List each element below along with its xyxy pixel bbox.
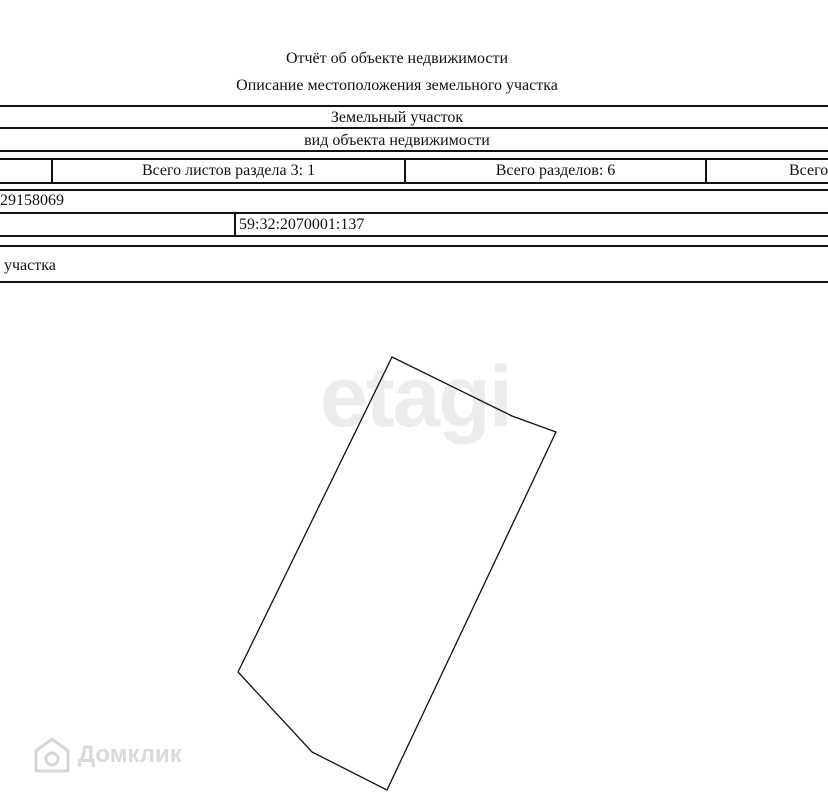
total-sheets-partial: Всего — [789, 162, 828, 179]
total-sections: Всего разделов: 6 — [495, 162, 616, 179]
domclick-text: Домклик — [78, 741, 182, 768]
land-plot-boundary — [238, 357, 556, 790]
object-type-caption: вид объекта недвижимости — [304, 132, 490, 149]
etagi-watermark: etagi — [320, 349, 511, 445]
sheets-in-section: Всего листов раздела 3: 1 — [141, 162, 316, 179]
domclick-watermark — [32, 733, 182, 777]
section-title: Описание местоположения земельного участка — [236, 77, 558, 94]
object-type: Земельный участок — [330, 109, 464, 126]
record-number: 29158069 — [0, 192, 64, 209]
report-title: Отчёт об объекте недвижимости — [285, 50, 509, 67]
house-icon — [32, 735, 72, 775]
cadastral-number: 59:32:2070001:137 — [239, 216, 365, 233]
plot-label: участка — [4, 257, 56, 274]
